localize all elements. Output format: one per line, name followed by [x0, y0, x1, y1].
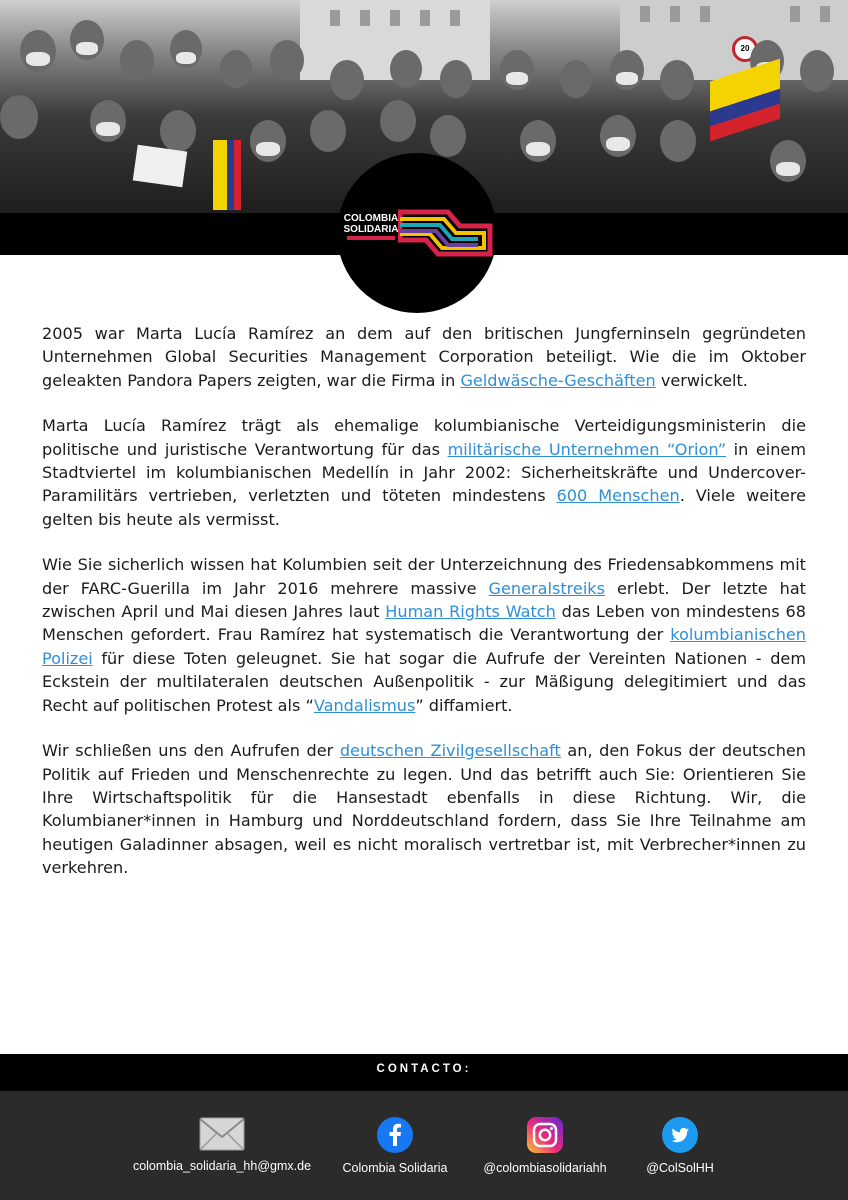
paragraph-text: das Leben von mindestens 68 Menschen gefordert. Frau Ramírez hat systematisch die Verantwortung der [42, 602, 806, 645]
contact-twitter[interactable] [630, 1117, 730, 1175]
paragraph-text: . Viele weitere gelten bis heute als vermisst. [42, 486, 806, 529]
contact-twitter-label: @ColSolHH [646, 1161, 714, 1175]
paragraph-text: an, den Fokus der deutschen Politik auf Frieden und Menschenrechte zu legen. Und das betrifft auch Sie: Orientieren Sie Ihre Wirtschaftspolitik für die Hansestadt ebenfalls in diese Richtung. Wir, die Kolumbianer*innen in Hamburg und Norddeutschland fordern, dass Sie Ihre Teilnahme am heutigen Galadinner absagen, weil es nicht moralisch vertretbar ist, mit Verbrecher*innen zu verkehren. [42, 741, 806, 878]
inline-link[interactable]: kolumbianischen Polizei [42, 625, 806, 668]
paragraph-text: erlebt. Der letzte hat zwischen April und Mai diesen Jahres laut [42, 578, 806, 622]
logo-line-1: COLOMBIA [343, 213, 399, 224]
contact-email-label: colombia_solidaria_hh@gmx.de [132, 1159, 312, 1173]
inline-link[interactable]: Vandalismus [313, 695, 416, 715]
contact-facebook[interactable] [330, 1117, 460, 1175]
facebook-icon [377, 1117, 413, 1153]
contact-instagram[interactable] [470, 1117, 620, 1175]
logo-line-2: SOLIDARIA [343, 224, 399, 235]
paragraph-text: ” diffamiert. [415, 695, 513, 715]
inline-link[interactable]: Human Rights Watch [385, 602, 556, 622]
logo-wave-icon [398, 204, 494, 260]
paragraph [42, 322, 806, 392]
paragraph [42, 553, 806, 717]
paragraph-text: Wie Sie sicherlich wissen hat Kolumbien seit der Unterzeichnung des Friedensabkommens mit der FARC-Guerilla im Jahr 2016 mehrere massive [42, 555, 806, 598]
paragraph-text: für diese Toten geleugnet. Sie hat sogar die Aufrufe der Vereinten Nationen - dem Eckstein der multilateralen deutschen Außenpolitik - zur Mäßigung delegitimiert und das Recht auf politischen Protest als “ [42, 648, 806, 715]
logo-tag-bar [347, 236, 395, 240]
paragraph-text: 2005 war Marta Lucía Ramírez an dem auf den britischen Jungferninseln gegründeten Unternehmen Global Securities Management Corporation beteiligt. Wie die im Oktober geleakten Pandora Papers zeigten, war die Firma in [42, 324, 806, 390]
paragraph-text: Marta Lucía Ramírez trägt als ehemalige kolumbianische Verteidigungsministerin die politische und juristische Verantwortung für das [42, 416, 806, 459]
inline-link[interactable]: Generalstreiks [488, 578, 606, 598]
paragraph-text: verwickelt. [655, 370, 748, 390]
contact-instagram-label: @colombiasolidariahh [483, 1161, 607, 1175]
paragraph [42, 739, 806, 879]
inline-link[interactable]: Geldwäsche-Geschäften [460, 370, 656, 390]
mail-icon [199, 1117, 245, 1151]
colombian-flag-small [213, 140, 241, 210]
twitter-icon [662, 1117, 698, 1153]
inline-link[interactable]: militärische Unternehmen “Orion” [447, 439, 727, 459]
paragraph [42, 414, 806, 531]
letter-body [42, 322, 806, 902]
paragraph-text: in einem Stadtviertel im kolumbianischen Medellín in Jahr 2002: Sicherheitskräfte und Undercover-Paramilitärs vertrieben, verletzten und töteten mindestens [42, 439, 807, 506]
paragraph-text: Wir schließen uns den Aufrufen der [42, 741, 340, 761]
contact-facebook-label: Colombia Solidaria [342, 1161, 448, 1175]
contact-email[interactable] [116, 1117, 328, 1173]
instagram-icon [527, 1117, 563, 1153]
inline-link[interactable]: deutschen Zivilgesellschaft [339, 741, 561, 761]
inline-link[interactable]: 600 Menschen [556, 486, 680, 506]
speed-sign: 20 [732, 36, 758, 62]
logo-wordmark [341, 213, 401, 235]
contact-title: CONTACTO: [376, 1063, 472, 1075]
